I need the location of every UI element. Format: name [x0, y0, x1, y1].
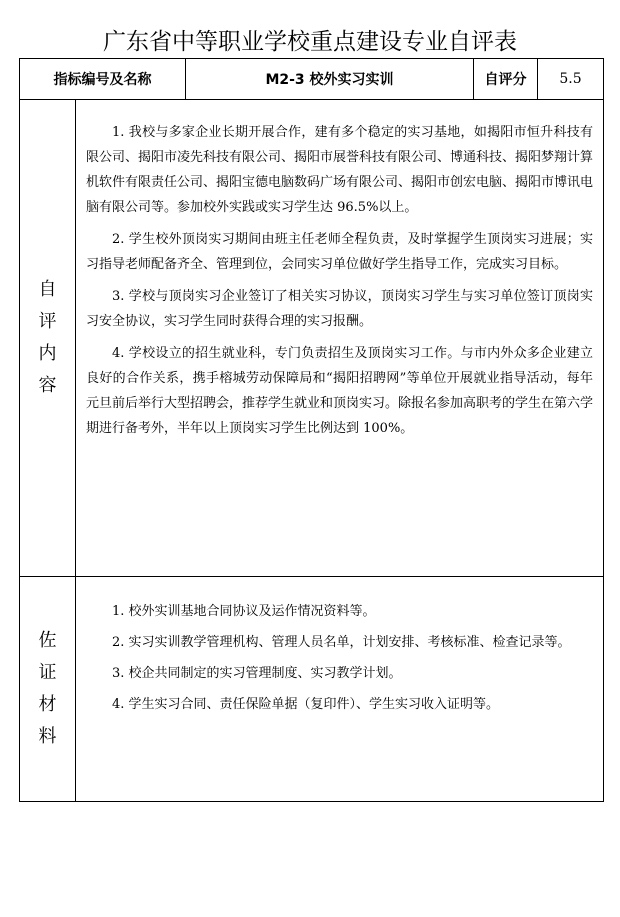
- self-eval-paragraph: 4. 学校设立的招生就业科，专门负责招生及顶岗实习工作。与市内外众多企业建立良好的合作关系，携手榕城劳动保障局和“揭阳招聘网”等单位开展就业指导活动，每年元旦前后举行大型招聘会，推荐学生就业和顶岗实习。除报名参加高职考的学生在第六学期进行备考外，半年以上顶岗实习学生比例达到 100%。: [86, 346, 594, 436]
- self-eval-label-char: 容: [38, 375, 57, 396]
- evidence-item: 3. 校企共同制定的实习管理制度、实习教学计划。: [112, 666, 402, 681]
- score-label: 自评分: [474, 59, 538, 100]
- self-eval-label-char: 自: [38, 279, 57, 300]
- self-eval-label-char: 评: [38, 311, 57, 332]
- evidence-item: 2. 实习实训教学管理机构、管理人员名单，计划安排、考核标准、检查记录等。: [112, 635, 571, 650]
- indicator-label: 指标编号及名称: [20, 59, 186, 100]
- page-title: 广东省中等职业学校重点建设专业自评表: [103, 29, 517, 55]
- evidence-label-char: 材: [38, 694, 57, 715]
- self-eval-content: [76, 100, 604, 577]
- evidence-item: 1. 校外实训基地合同协议及运作情况资料等。: [112, 604, 376, 619]
- evidence-row: [20, 577, 604, 802]
- evidence-label-char: 料: [38, 726, 57, 747]
- evidence-content: [76, 577, 604, 802]
- evidence-label-char: 佐: [38, 630, 57, 651]
- score-value: 5.5: [538, 59, 604, 100]
- indicator-value: M2-3 校外实习实训: [186, 59, 474, 100]
- evidence-item: 4. 学生实习合同、责任保险单据（复印件）、学生实习收入证明等。: [112, 697, 500, 712]
- evidence-label-char: 证: [38, 662, 57, 683]
- self-eval-paragraph: 3. 学校与顶岗实习企业签订了相关实习协议，顶岗实习学生与实习单位签订顶岗实习安全协议，实习学生同时获得合理的实习报酬。: [86, 289, 593, 329]
- self-eval-paragraph: 1. 我校与多家企业长期开展合作，建有多个稳定的实习基地，如揭阳市恒升科技有限公司、揭阳市凌先科技有限公司、揭阳市展誉科技有限公司、博通科技、揭阳梦翔计算机软件有限责任公司、揭阳宝德电脑数码广场有限公司、揭阳市创宏电脑、揭阳市博讯电脑有限公司等。参加校外实践或实习学生达 96.5%以上。: [86, 125, 594, 215]
- self-eval-label: [20, 100, 76, 577]
- evidence-label: [20, 577, 76, 802]
- header-row: [20, 59, 604, 100]
- self-eval-label-char: 内: [38, 343, 57, 364]
- self-eval-paragraph: 2. 学生校外顶岗实习期间由班主任老师全程负责，及时掌握学生顶岗实习进展；实习指导老师配备齐全、管理到位，会同实习单位做好学生指导工作，完成实习目标。: [86, 232, 593, 272]
- self-eval-row: [20, 100, 604, 577]
- evaluation-form-table: [19, 58, 604, 802]
